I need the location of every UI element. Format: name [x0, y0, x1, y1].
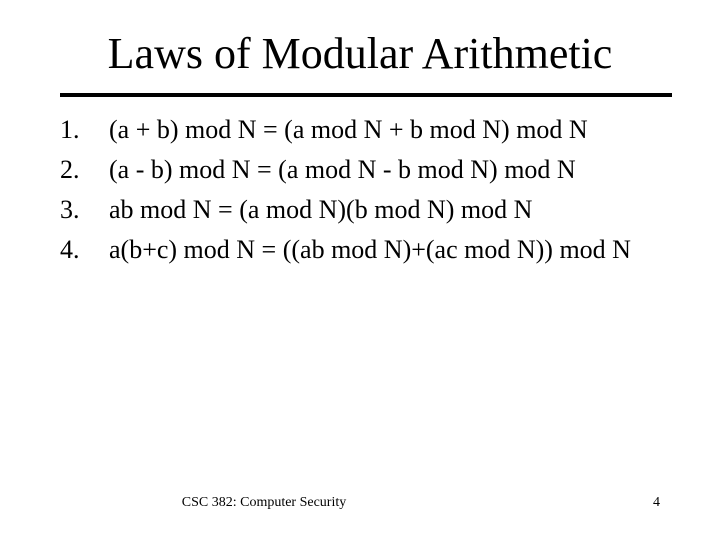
law-item: [0, 190, 720, 230]
law-number: 2.: [60, 155, 80, 184]
laws-list: [0, 110, 720, 270]
law-item: [0, 110, 720, 150]
law-item: [0, 150, 720, 190]
page-number: 4: [653, 495, 660, 510]
law-text: ab mod N = (a mod N)(b mod N) mod N: [109, 195, 533, 224]
title-divider: [60, 93, 672, 97]
law-item: [0, 230, 720, 270]
law-number: 3.: [60, 195, 80, 224]
slide-title: Laws of Modular Arithmetic: [107, 29, 613, 78]
law-text: a(b+c) mod N = ((ab mod N)+(ac mod N)) mod N: [109, 235, 631, 264]
law-number: 1.: [60, 115, 80, 144]
law-text: (a + b) mod N = (a mod N + b mod N) mod N: [109, 115, 588, 144]
law-number: 4.: [60, 235, 80, 264]
law-text: (a - b) mod N = (a mod N - b mod N) mod N: [109, 155, 576, 184]
footer-course-label: CSC 382: Computer Security: [181, 495, 347, 510]
